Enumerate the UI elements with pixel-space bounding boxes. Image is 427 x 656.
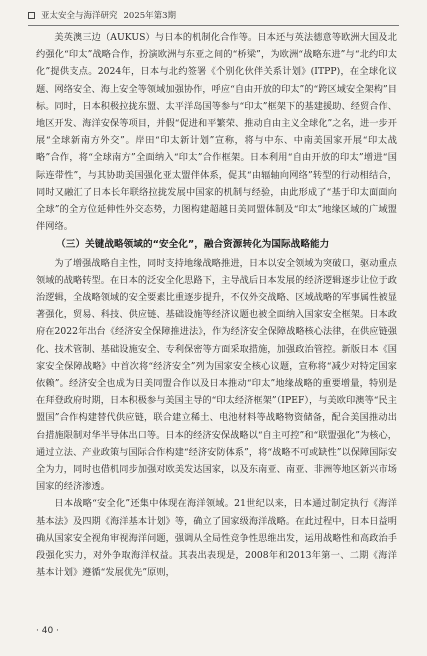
running-header bbox=[28, 8, 399, 26]
section-heading: （三）关键战略领域的“安全化”，融合资源转化为国际战略能力 bbox=[56, 239, 330, 251]
journal-title: 亚太安全与海洋研究 bbox=[41, 11, 118, 21]
paragraph-3: 日本战略“安全化”还集中体现在海洋领域。21世纪以来，日本通过制定执行《海洋基本法》及四期《海洋基本计划》等，确立了国家级海洋战略。在此过程中，日本日益明确从国家安全视角审视海洋问题，强调从全局性竞争性思维出发，运用战略性和高政治手段强化实力，对外争取海洋权益。其表出表现是，2008年和2013年第一、二期《海洋基本计划》遵循“发展优先”原则， bbox=[36, 498, 397, 579]
article-body bbox=[36, 29, 397, 582]
paragraph-1: 美英澳三边（AUKUS）与日本的机制化合作等。日本还与英法德意等欧洲大国及北约强化“印太”战略合作，扮演欧洲与东亚之间的“桥梁”，为欧洲“战略东进”与“北约印太化”提供支点。2024年，日本与北约签署《个别化伙伴关系计划》(ITPP)，在全球化议题、网络安全、海上安全等领域加强协作，呼应“自由开放的印太”的“跨区域安全架构”目标。同时，日本积极拉拢东盟、太平洋岛国等参与“印太”框架下的基建援助、经贸合作、地区开发、海洋安保等项目，并假“促进和平繁荣、推动自由主义全球化”之名，进一步开展“全球新南方外交”。岸田“印太新计划”宣称，将与中东、中南美国家开展“印太战略”合作，将“全球南方”全面纳入“印太”合作框架。日本利用“自由开放的印太”增进“国际连带性”，与其协助美国强化亚太盟伴体系，促其“由辐轴向网络”转型的行动相结合，同时又融汇了日本长年联络拉拢发展中国家的机制与经验，由此形成了“基于印太面面向全球”的全方位延伸性外交态势，力图构建超越日美同盟体制及“印太”地缘区域的广域盟伴网络。 bbox=[36, 32, 397, 233]
paragraph-2: 为了增强战略自主性，同时支持地缘战略推进，日本以安全领域为突破口，驱动重点领域的战略转型。在日本的泛安全化思路下，主导战后日本发展的经济逻辑逐步让位于政治逻辑，全战略领域的安全要素比重逐步提升，不仅外交战略、区域战略的军事属性被显著强化，贸易、科技、供应链、基础设施等经济议题也被全面纳入国家安全框架。日本政府在2022年出台《经济安全保障推进法》，作为经济安全保障战略核心法律，在供应链强化、技术管制、基础设施安全、专利保密等方面采取措施，加强政治管控。新版日本《国家安全保障战略》中首次将“经济安全”列为国家安全核心议题，宣称将“减少对特定国家依赖”。经济安全也成为日美同盟合作以及日本推动“印太”地缘战略的重要增量，特别是在拜登政府时期，日本积极参与美国主导的“印太经济框架”（IPEF），与美欧印澳等“民主盟国”合作构建替代供应链，联合建立稀土、电池材料等战略物资储备，配合美国推动出台措施限制对华半导体出口等。日本的经济安保战略以“自主可控”和“联盟强化”为核心，通过立法、产业政策与国际合作构建“经济安防体系”，将“战略不可或缺性”以保障国际安全为力，同时也借机同步加强对欧美发达国家，以及东南亚、南亚、非洲等地区新兴市场国家的经济渗透。 bbox=[36, 257, 397, 493]
square-icon bbox=[28, 12, 35, 19]
issue-label: 2025年第3期 bbox=[123, 11, 177, 21]
page-number: · 40 · bbox=[36, 626, 59, 636]
